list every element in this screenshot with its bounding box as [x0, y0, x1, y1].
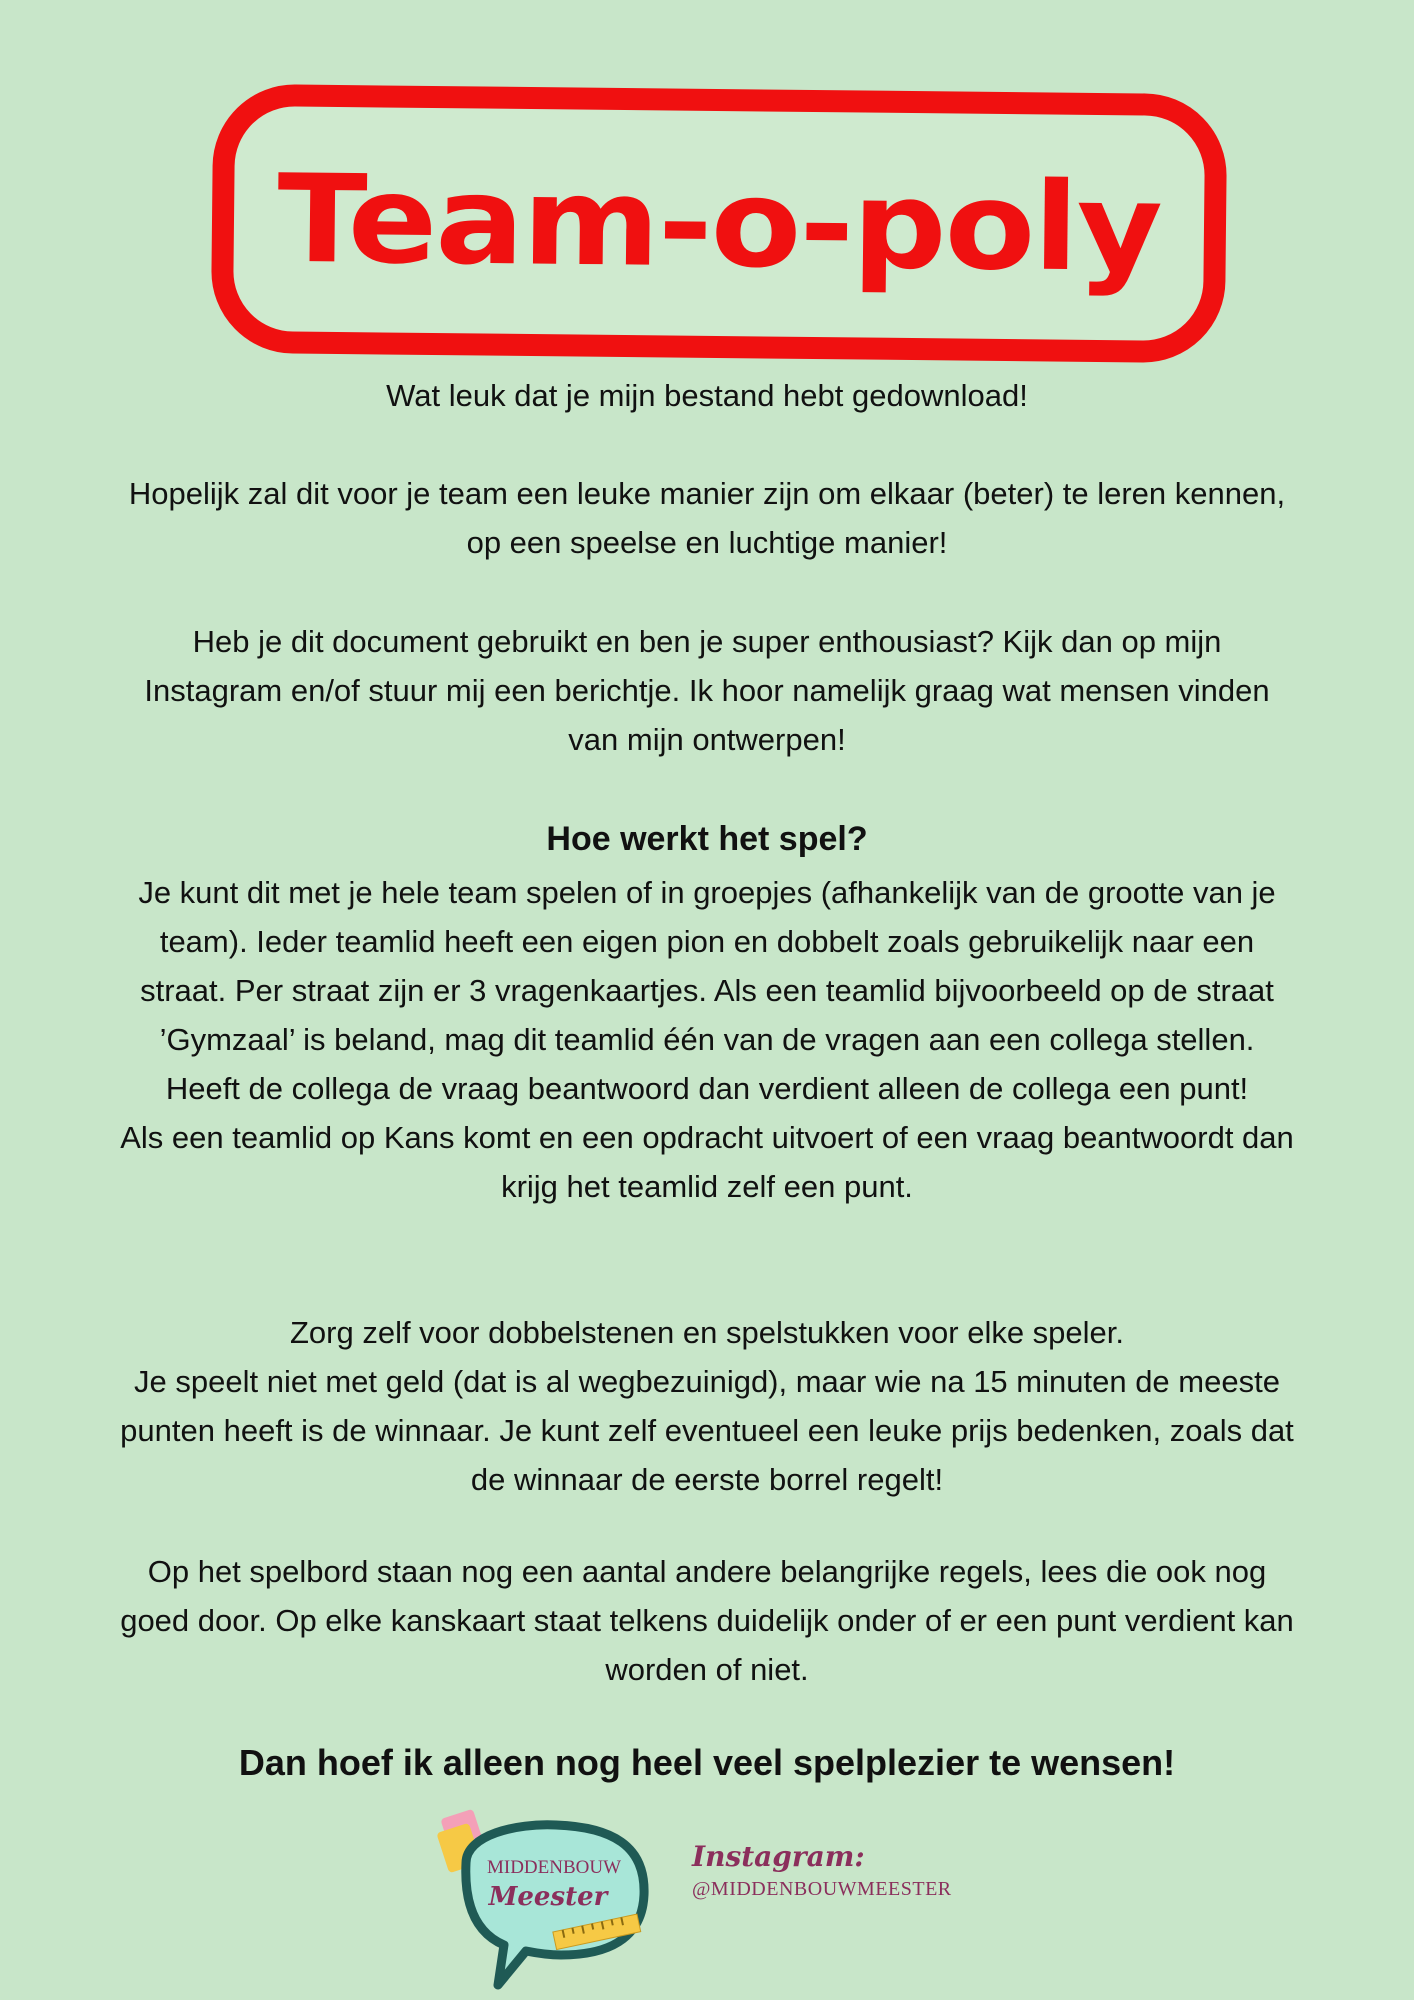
instagram-block: [692, 1840, 952, 1901]
how-to-section: [120, 868, 1294, 1211]
speech-bubble-logo-icon: [436, 1805, 656, 1995]
logo-line2: Meester: [488, 1882, 608, 1912]
rules-paragraph: Op het spelbord staan nog een aantal andere belangrijke regels, lees die ook nog goed door. Op elke kanskaart staat telkens duidelijk onder of er een punt verdient kan worden of niet.: [120, 1554, 1294, 1687]
instagram-handle[interactable]: @MIDDENBOUWMEESTER: [692, 1878, 952, 1900]
title-frame: [211, 84, 1228, 364]
materials-section: [120, 1308, 1294, 1504]
instagram-call-paragraph: Heb je dit document gebruikt en ben je super enthousiast? Kijk dan op mijn Instagram en/of stuur mij een berichtje. Ik hoor namelijk graag wat mensen vinden van mijn ontwerpen!: [144, 624, 1270, 757]
how-to-rules: Je kunt dit met je hele team spelen of in groepjes (afhankelijk van de grootte van je team). Ieder teamlid heeft een eigen pion en dobbelt zoals gebruikelijk naar een straat. Per straat zijn er 3 vragenkaartjes. Als een teamlid bijvoorbeeld op de straat ’Gymzaal’ is beland, mag dit teamlid één van de vragen aan een collega stellen. Heeft de collega de vraag beantwoord dan verdient alleen de collega een punt!: [138, 875, 1276, 1106]
page-title: Team-o-poly: [276, 148, 1162, 299]
how-to-kans-rule: Als een teamlid op Kans komt en een opdracht uitvoert of een vraag beantwoordt dan krijg het teamlid zelf een punt.: [120, 1120, 1294, 1204]
instagram-label: Instagram:: [692, 1840, 865, 1873]
logo-line1: MIDDENBOUW: [486, 1857, 622, 1878]
hope-paragraph: Hopelijk zal dit voor je team een leuke manier zijn om elkaar (beter) te leren kennen, op een speelse en luchtige manier!: [128, 476, 1286, 560]
how-to-heading: Hoe werkt het spel?: [546, 820, 868, 858]
materials-line: Zorg zelf voor dobbelstenen en spelstukken voor elke speler.: [289, 1315, 1125, 1350]
closing-heading: Dan hoef ik alleen nog heel veel spelplezier te wensen!: [238, 1742, 1176, 1783]
intro-paragraph: Wat leuk dat je mijn bestand hebt gedownload!: [386, 378, 1028, 413]
scoring-line: Je speelt niet met geld (dat is al wegbezuinigd), maar wie na 15 minuten de meeste punten heeft is de winnaar. Je kunt zelf eventueel een leuke prijs bedenken, zoals dat de winnaar de eerste borrel regelt!: [120, 1364, 1294, 1497]
